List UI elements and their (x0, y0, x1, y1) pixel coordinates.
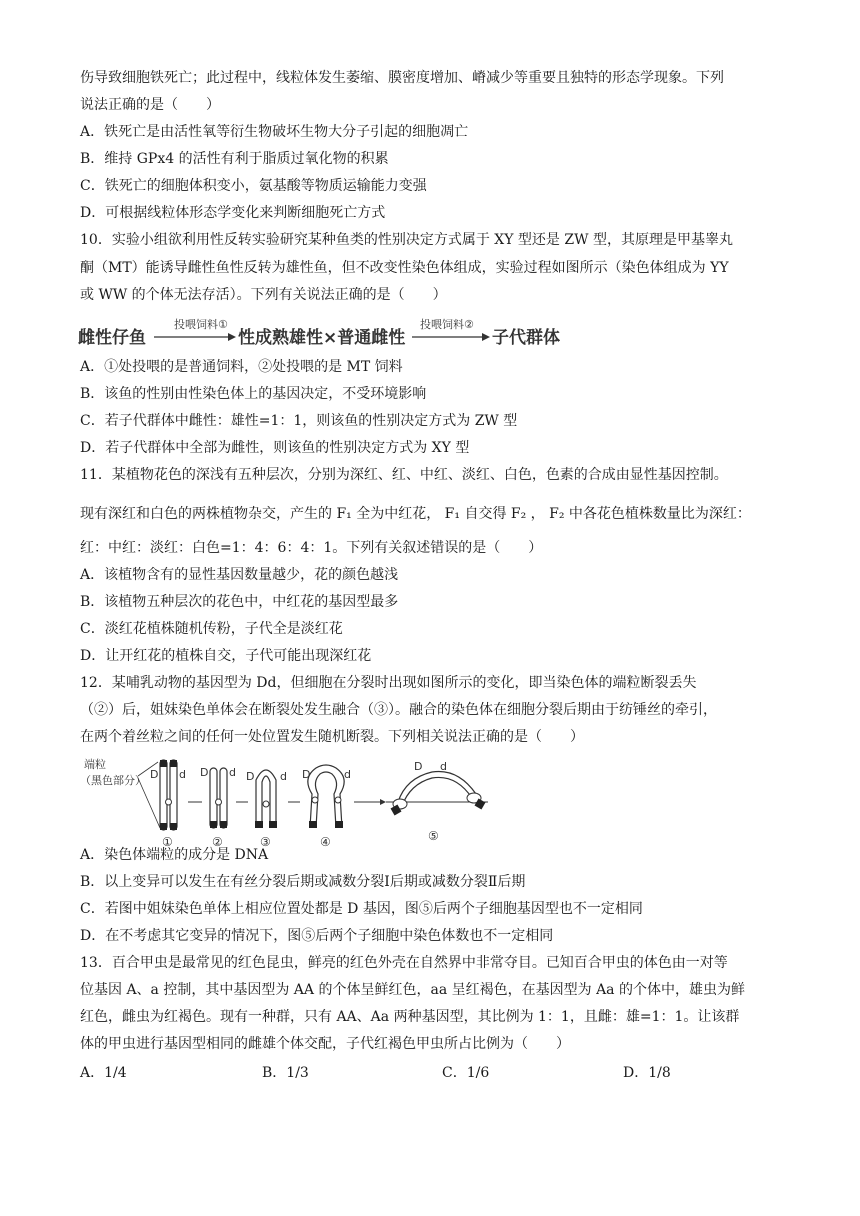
step-label-1: ① (162, 835, 173, 849)
q9-option-c[interactable]: C．铁死亡的细胞体积变小，氨基酸等物质运输能力变强 (80, 178, 427, 194)
gene-D-5: D (414, 760, 423, 773)
q11-stem-line1: 11．某植物花色的深浅有五种层次，分别为深红、红、中红、淡红、白色，色素的合成由显性基因控制。 (80, 467, 728, 483)
q12-stem-line1: 12．某哺乳动物的基因型为 Dd，但细胞在分裂时出现如图所示的变化，即当染色体的端粒断裂丢失 (80, 675, 697, 691)
chromosome-stage-2 (210, 768, 227, 828)
q10-option-d[interactable]: D．若子代群体中全部为雌性，则该鱼的性别决定方式为 XY 型 (80, 440, 470, 456)
q11-stem-line3: 红：中红：淡红：白色=1：4：6：4：1。下列有关叙述错误的是（ ） (80, 540, 543, 556)
q12-stem-line2: （②）后，姐妹染色单体会在断裂处发生融合（③）。融合的染色体在细胞分裂后期由于纺锤丝的牵引， (80, 702, 717, 718)
flow-arrow-2-head (482, 333, 490, 341)
q12-option-b[interactable]: B．以上变异可以发生在有丝分裂后期或减数分裂Ⅰ后期或减数分裂Ⅱ后期 (80, 874, 526, 890)
q12-chromosome-figure (80, 754, 490, 850)
q9-option-b[interactable]: B．维持 GPx4 的活性有利于脂质过氧化物的积累 (80, 151, 389, 167)
chromosome-stage-5 (391, 771, 486, 815)
step-label-5: ⑤ (428, 829, 439, 843)
telomere-pointer-2 (138, 778, 160, 828)
q10-stem-line2: 酮（MT）能诱导雌性鱼性反转为雄性鱼，但不改变性染色体组成，实验过程如图所示（染色体组成为 YY (80, 260, 729, 276)
flow-arrow-1-label: 投喂饲料① (174, 318, 228, 331)
q11-option-b[interactable]: B．该植物五种层次的花色中，中红花的基因型最多 (80, 594, 399, 610)
q11-option-a[interactable]: A．该植物含有的显性基因数量越少，花的颜色越浅 (80, 567, 399, 583)
gene-d-2: d (229, 766, 236, 779)
q11-option-d[interactable]: D．让开红花的植株自交，子代可能出现深红花 (80, 648, 372, 664)
q12-option-d[interactable]: D．在不考虑其它变异的情况下，图⑤后两个子细胞中染色体数也不一定相同 (80, 928, 554, 944)
step-label-4: ④ (320, 835, 331, 849)
q10-option-c[interactable]: C．若子代群体中雌性：雄性=1：1，则该鱼的性别决定方式为 ZW 型 (80, 413, 518, 429)
flow-arrow-2-label: 投喂饲料② (420, 318, 474, 331)
q11-stem-line2: 现有深红和白色的两株植物杂交，产生的 F₁ 全为中红花， F₁ 自交得 F₂ ， F₂ 中各花色植株数量比为深红： (80, 506, 751, 522)
q10-stem-line1: 10．实验小组欲利用性反转实验研究某种鱼类的性别决定方式属于 XY 型还是 ZW 型，其原理是甲基睾丸 (80, 232, 733, 248)
q10-option-a[interactable]: A．①处投喂的是普通饲料，②处投喂的是 MT 饲料 (80, 359, 403, 375)
q13-option-b[interactable]: B．1/3 (262, 1065, 309, 1081)
q12-option-c[interactable]: C．若图中姐妹染色单体上相应位置处都是 D 基因，图⑤后两个子细胞基因型也不一定相同 (80, 901, 643, 917)
stage-arrow-4-head (380, 799, 386, 805)
flow-node-1: 雌性仔鱼 (78, 328, 146, 348)
q10-flow-diagram (78, 315, 578, 355)
q13-options (80, 1062, 780, 1084)
flow-node-3: 子代群体 (492, 328, 560, 348)
q13-stem-line4: 体的甲虫进行基因型相同的雌雄个体交配，子代红褐色甲虫所占比例为（ ） (80, 1036, 570, 1052)
q12-stem-line3: 在两个着丝粒之间的任何一处位置发生随机断裂。下列相关说法正确的是（ ） (80, 729, 584, 745)
q10-stem-line3: 或 WW 的个体无法存活）。下列有关说法正确的是（ ） (80, 287, 447, 303)
gene-D-4: D (302, 768, 311, 781)
q13-option-c[interactable]: C．1/6 (442, 1065, 490, 1081)
q9-stem-line1: 伤导致细胞铁死亡；此过程中，线粒体发生萎缩、膜密度增加、嵴减少等重要且独特的形态学现象。下列 (80, 70, 724, 86)
q11-option-c[interactable]: C．淡红花植株随机传粉，子代全是淡红花 (80, 621, 343, 637)
q13-stem-line3: 红色，雌虫为红褐色。现有一种群，只有 AA、Aa 两种基因型，其比例为 1：1，且雌：雄=1：1。让该群 (80, 1009, 740, 1025)
q9-option-a[interactable]: A．铁死亡是由活性氧等衍生物破坏生物大分子引起的细胞凋亡 (80, 124, 469, 140)
q9-option-d[interactable]: D．可根据线粒体形态学变化来判断细胞死亡方式 (80, 205, 386, 221)
chromosome-stage-4 (308, 765, 344, 828)
q13-option-a[interactable]: A．1/4 (80, 1065, 127, 1081)
chromosome-stage-1 (160, 760, 177, 830)
gene-d-4: d (344, 768, 351, 781)
gene-d-5: d (440, 760, 447, 773)
q13-option-d[interactable]: D．1/8 (623, 1065, 671, 1081)
q13-stem-line1: 13．百合甲虫是最常见的红色昆虫，鲜亮的红色外壳在自然界中非常夺目。已知百合甲虫的体色由一对等 (80, 955, 728, 971)
q13-stem-line2: 位基因 A、a 控制，其中基因型为 AA 的个体呈鲜红色，aa 呈红褐色，在基因型为 Aa 的个体中，雄虫为鲜 (80, 982, 745, 998)
flow-arrow-1-head (228, 333, 236, 341)
q9-stem-line2: 说法正确的是（ ） (80, 97, 220, 113)
gene-d-1: d (179, 768, 186, 781)
gene-D-2: D (200, 766, 209, 779)
gene-D-3: D (246, 770, 255, 783)
telomere-label-sub: （黑色部分） (80, 774, 146, 787)
telomere-label: 端粒 (84, 758, 106, 771)
gene-D-1: D (150, 768, 159, 781)
chromosome-stage-3 (255, 770, 277, 828)
gene-d-3: d (280, 770, 287, 783)
q12-option-a[interactable]: A．染色体端粒的成分是 DNA (80, 847, 269, 863)
q10-option-b[interactable]: B．该鱼的性别由性染色体上的基因决定，不受环境影响 (80, 386, 427, 402)
step-label-2: ② (212, 835, 223, 849)
flow-node-2: 性成熟雄性×普通雌性 (238, 328, 406, 348)
step-label-3: ③ (260, 835, 271, 849)
